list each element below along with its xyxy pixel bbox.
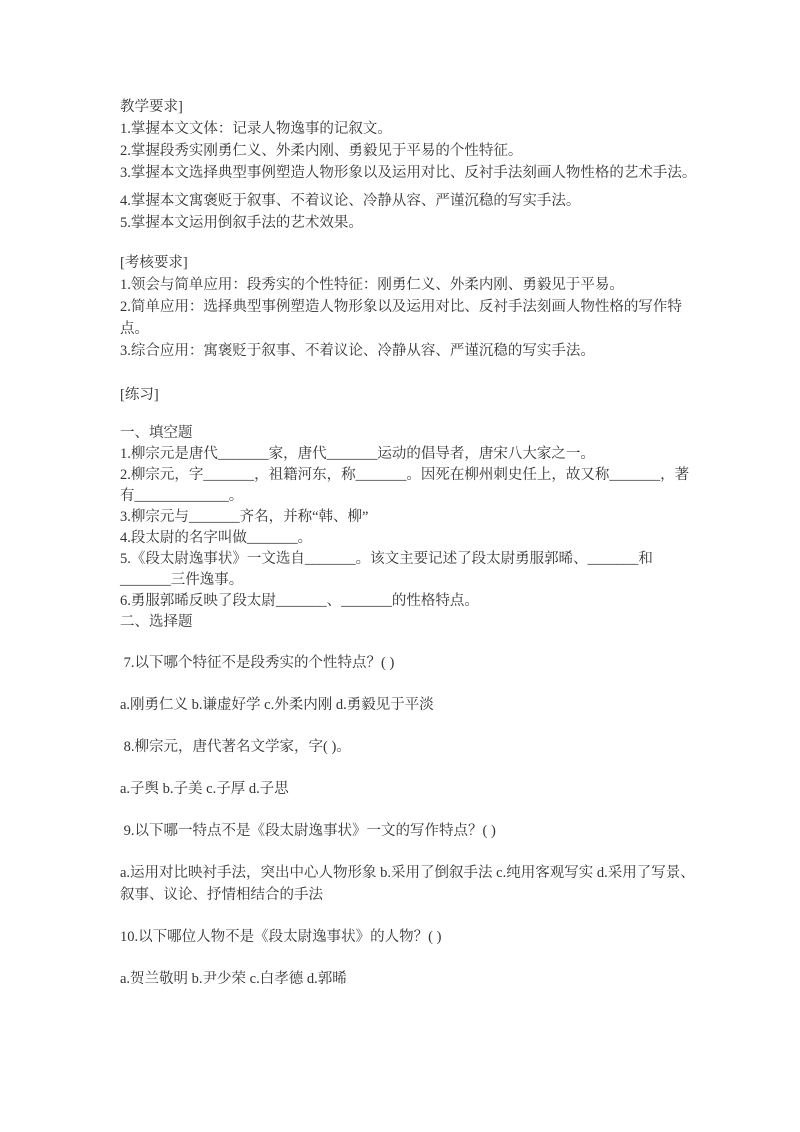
choice-options bbox=[120, 694, 700, 716]
assessment-item-wrap: 点。 bbox=[120, 321, 149, 337]
option-line: a.子舆 b.子美 c.子厚 d.子思 bbox=[120, 781, 289, 797]
choice-question bbox=[120, 652, 700, 674]
fill-in-item: 2.柳宗元，字_______，祖籍河东，称_______。因死在柳州刺史任上，故又称_______，著 bbox=[120, 467, 690, 483]
section-multiple-choice-questions bbox=[120, 652, 700, 990]
option-line-wrap: 叙事、议论、抒情相结合的手法 bbox=[120, 887, 323, 903]
requirement-item: 5.掌握本文运用倒叙手法的艺术效果。 bbox=[120, 215, 363, 231]
spacer bbox=[120, 362, 700, 384]
requirement-item: 3.掌握本文选择典型事例塑造人物形象以及运用对比、反衬手法刻画人物性格的艺术手法。 bbox=[120, 165, 697, 181]
subsection-title: 二、选择题 bbox=[120, 614, 193, 630]
option-line: a.刚勇仁义 b.谦虚好学 c.外柔内刚 d.勇毅见于平淡 bbox=[120, 697, 434, 713]
fill-in-item: 4.段太尉的名字叫做_______。 bbox=[120, 530, 313, 546]
question-text: 9.以下哪一特点不是《段太尉逸事状》一文的写作特点？( ) bbox=[120, 823, 496, 839]
choice-question bbox=[120, 926, 700, 948]
fill-in-item-wrap: _______三件逸事。 bbox=[120, 572, 244, 588]
option-line: a.贺兰敬明 b.尹少荣 c.白孝德 d.郭晞 bbox=[120, 971, 347, 987]
section-fill-in-questions bbox=[120, 423, 700, 633]
choice-question bbox=[120, 736, 700, 758]
section-title: [考核要求] bbox=[120, 255, 188, 271]
fill-in-item: 3.柳宗元与_______齐名，并称“韩、柳” bbox=[120, 509, 369, 525]
fill-in-item: 5.《段太尉逸事状》一文选自_______。该文主要记述了段太尉勇服郭晞、_______和 bbox=[120, 551, 653, 567]
requirement-item: 4.掌握本文寓褒贬于叙事、不着议论、冷静从容、严谨沉稳的写实手法。 bbox=[120, 193, 581, 209]
choice-question bbox=[120, 820, 700, 842]
question-text: 10.以下哪位人物不是《段太尉逸事状》的人物？( ) bbox=[120, 929, 442, 945]
spacer bbox=[120, 234, 700, 252]
fill-in-item-wrap: 有_____________。 bbox=[120, 488, 244, 504]
section-assessment-requirements bbox=[120, 252, 700, 362]
spacer bbox=[120, 406, 700, 423]
assessment-item: 1.领会与简单应用：段秀实的个性特征：刚勇仁义、外柔内刚、勇毅见于平易。 bbox=[120, 277, 624, 293]
fill-in-item: 6.勇服郭晞反映了段太尉_______、_______的性格特点。 bbox=[120, 593, 479, 609]
question-text: 8.柳宗元，唐代著名文学家，字( )。 bbox=[120, 739, 351, 755]
question-text: 7.以下哪个特征不是段秀实的个性特点？( ) bbox=[120, 655, 395, 671]
choice-options bbox=[120, 862, 700, 906]
section-title: [练习] bbox=[120, 387, 159, 403]
requirement-item: 2.掌握段秀实刚勇仁义、外柔内刚、勇毅见于平易的个性特征。 bbox=[120, 143, 523, 159]
choice-options bbox=[120, 778, 700, 800]
assessment-item: 2.简单应用：选择典型事例塑造人物形象以及运用对比、反衬手法刻画人物性格的写作特 bbox=[120, 299, 682, 315]
section-practice bbox=[120, 384, 700, 406]
subsection-title: 一、填空题 bbox=[120, 425, 193, 441]
section-teaching-requirements bbox=[120, 96, 700, 234]
requirement-item: 1.掌握本文文体：记录人物逸事的记叙文。 bbox=[120, 121, 392, 137]
spacer bbox=[120, 633, 700, 652]
option-line: a.运用对比映衬手法，突出中心人物形象 b.采用了倒叙手法 c.纯用客观写实 d.采用了写景、 bbox=[120, 865, 695, 881]
section-title: 教学要求] bbox=[120, 99, 183, 115]
choice-options bbox=[120, 968, 700, 990]
assessment-item: 3.综合应用：寓褒贬于叙事、不着议论、冷静从容、严谨沉稳的写实手法。 bbox=[120, 343, 595, 359]
fill-in-item: 1.柳宗元是唐代_______家，唐代_______运动的倡导者，唐宋八大家之一。 bbox=[120, 446, 595, 462]
